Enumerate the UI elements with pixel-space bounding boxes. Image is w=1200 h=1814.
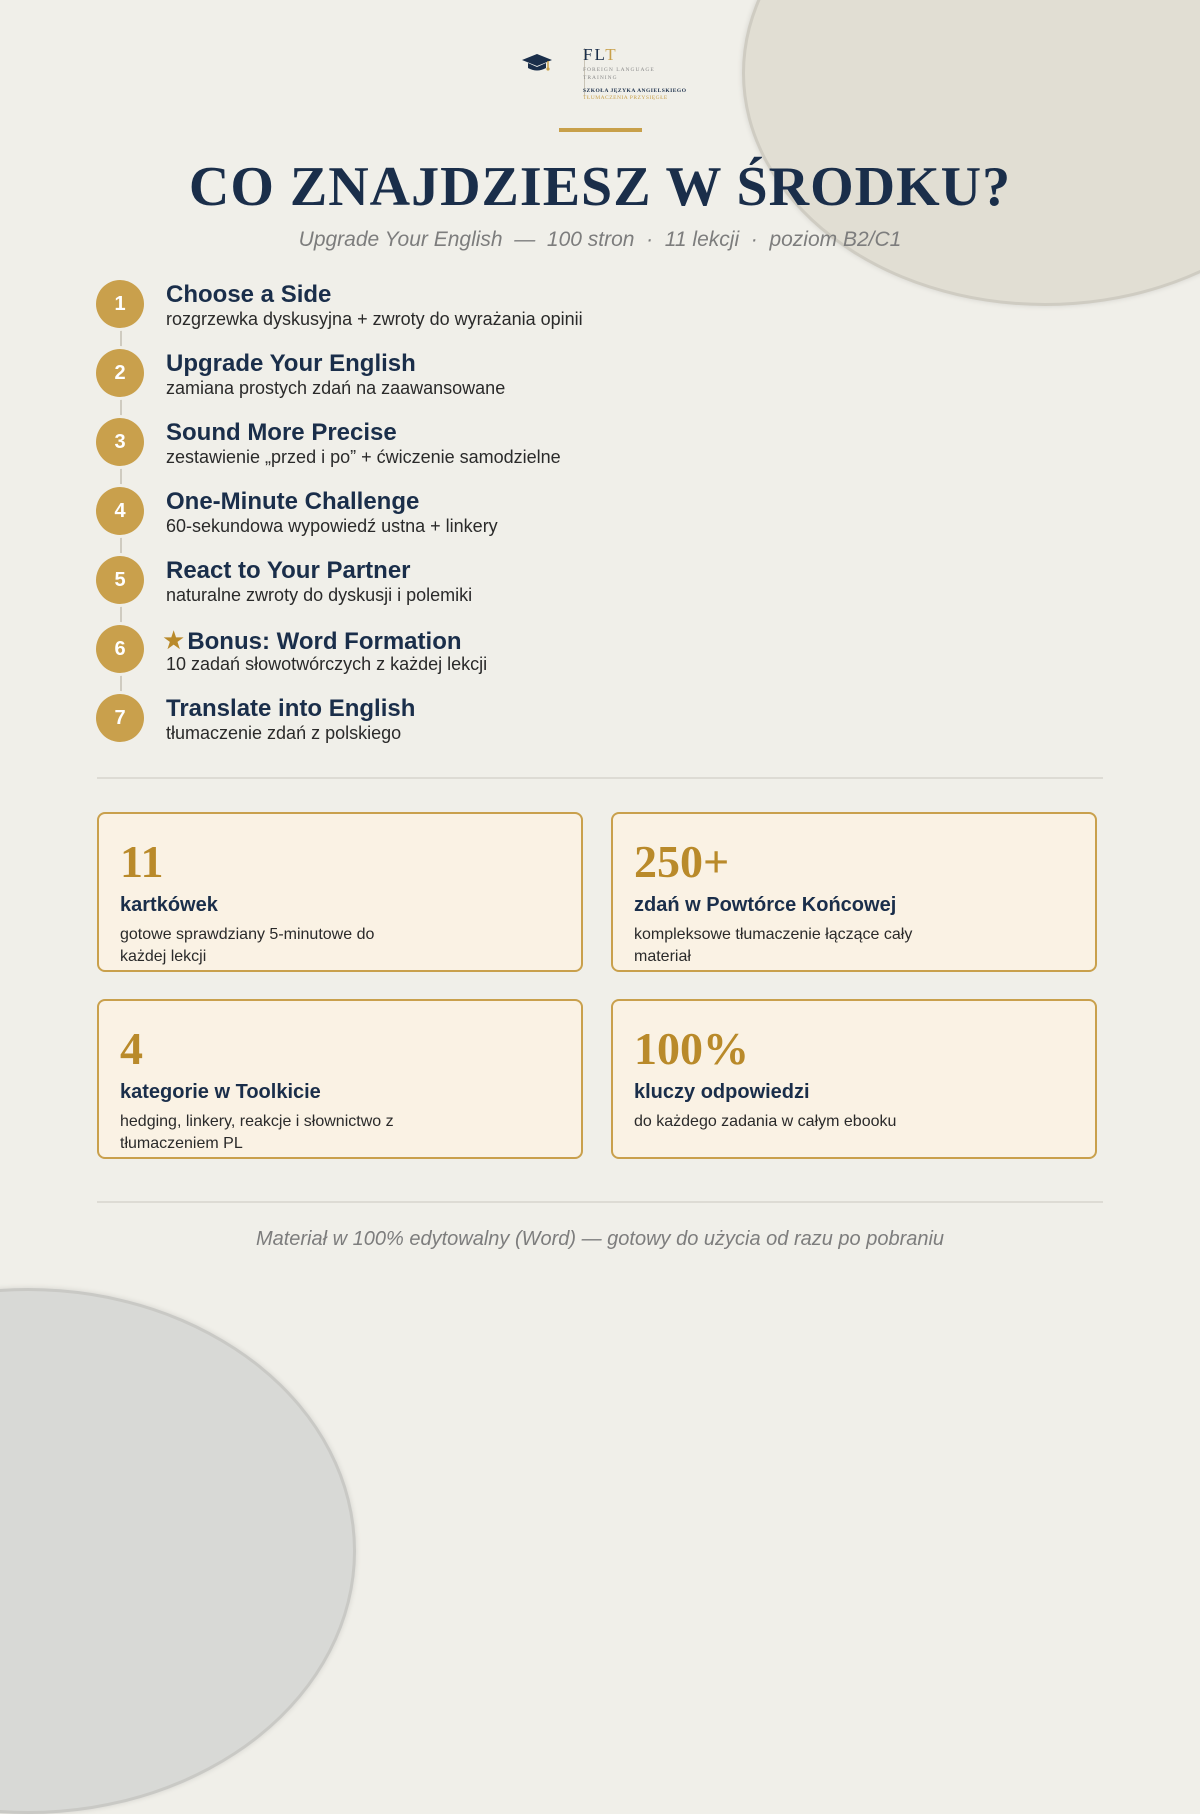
section-divider [97, 1201, 1103, 1203]
stat-value: 11 [120, 836, 164, 887]
stat-card [611, 812, 1097, 972]
lesson-item [96, 694, 996, 763]
stat-description: kompleksowe tłumaczenie łączące cały materiał [634, 926, 913, 965]
section-divider [97, 777, 1103, 779]
stat-value: 100% [634, 1023, 749, 1074]
lesson-title: Upgrade Your English [166, 350, 416, 377]
lesson-description: 60-sekundowa wypowiedź ustna + linkery [166, 516, 498, 536]
lesson-description: rozgrzewka dyskusyjna + zwroty do wyrażania opinii [166, 309, 583, 329]
lesson-number-badge: 4 [96, 487, 144, 535]
decorative-circle-top-right [742, 0, 1200, 306]
logo-line-school: SZKOŁA JĘZYKA ANGIELSKIEGO [583, 88, 687, 94]
page-subtitle: Upgrade Your English — 100 stron · 11 lekcji · poziom B2/C1 [298, 228, 902, 251]
stat-value: 250+ [634, 836, 730, 887]
lesson-number-badge: 5 [96, 556, 144, 604]
page-title: CO ZNAJDZIESZ W ŚRODKU? [188, 156, 1012, 218]
lesson-number-badge: 6 [96, 625, 144, 673]
logo-subtitle: FOREIGN LANGUAGE TRAINING [583, 67, 655, 81]
lesson-item [96, 349, 996, 418]
stat-description: do każdego zadania w całym ebooku [634, 1113, 897, 1130]
lesson-description: tłumaczenie zdań z polskiego [166, 723, 402, 743]
lesson-title: Translate into English [166, 695, 416, 722]
lesson-title: Sound More Precise [166, 419, 397, 446]
lesson-number-badge: 2 [96, 349, 144, 397]
lesson-item [96, 280, 996, 349]
school-logo [520, 44, 690, 100]
stat-label: zdań w Powtórce Końcowej [634, 894, 897, 916]
lesson-title: React to Your Partner [166, 557, 411, 584]
logo-title-accent: T [605, 45, 618, 64]
logo-line-translations: TŁUMACZENIA PRZYSIĘGŁE [583, 95, 668, 101]
logo-title [583, 44, 690, 66]
footer-note: Materiał w 100% edytowalny (Word) — gotowy do użycia od razu po pobraniu [255, 1228, 945, 1250]
stat-label: kategorie w Toolkicie [120, 1081, 321, 1103]
lesson-item-bonus [96, 625, 996, 694]
decorative-circle-bottom-left [0, 1288, 356, 1814]
lesson-title: One-Minute Challenge [166, 488, 420, 515]
stat-value: 4 [120, 1023, 143, 1074]
lesson-title-text: Bonus: Word Formation [187, 628, 462, 655]
lesson-description: zestawienie „przed i po” + ćwiczenie samodzielne [166, 447, 561, 467]
lesson-description: 10 zadań słowotwórczych z każdej lekcji [166, 654, 488, 674]
graduation-cap-icon [520, 52, 554, 74]
stat-card [611, 999, 1097, 1159]
lesson-description: zamiana prostych zdań na zaawansowane [166, 378, 506, 398]
title-accent-rule [559, 128, 642, 132]
logo-text [583, 44, 690, 102]
lesson-item [96, 556, 996, 625]
lesson-item [96, 418, 996, 487]
lesson-item [96, 487, 996, 556]
lesson-list [96, 280, 996, 763]
lesson-description: naturalne zwroty do dyskusji i polemiki [166, 585, 473, 605]
stat-card [97, 999, 583, 1159]
stat-label: kluczy odpowiedzi [634, 1081, 810, 1103]
lesson-number-badge: 3 [96, 418, 144, 466]
stat-label: kartkówek [120, 894, 218, 916]
stat-card [97, 812, 583, 972]
logo-title-main: FL [583, 45, 606, 64]
lesson-number-badge: 7 [96, 694, 144, 742]
lesson-number-badge: 1 [96, 280, 144, 328]
lesson-title: Choose a Side [166, 281, 332, 308]
star-icon: ★ [162, 625, 186, 655]
stat-description: hedging, linkery, reakcje i słownictwo z tłumaczeniem PL [120, 1113, 394, 1152]
stat-description: gotowe sprawdziany 5-minutowe do każdej lekcji [120, 926, 375, 965]
